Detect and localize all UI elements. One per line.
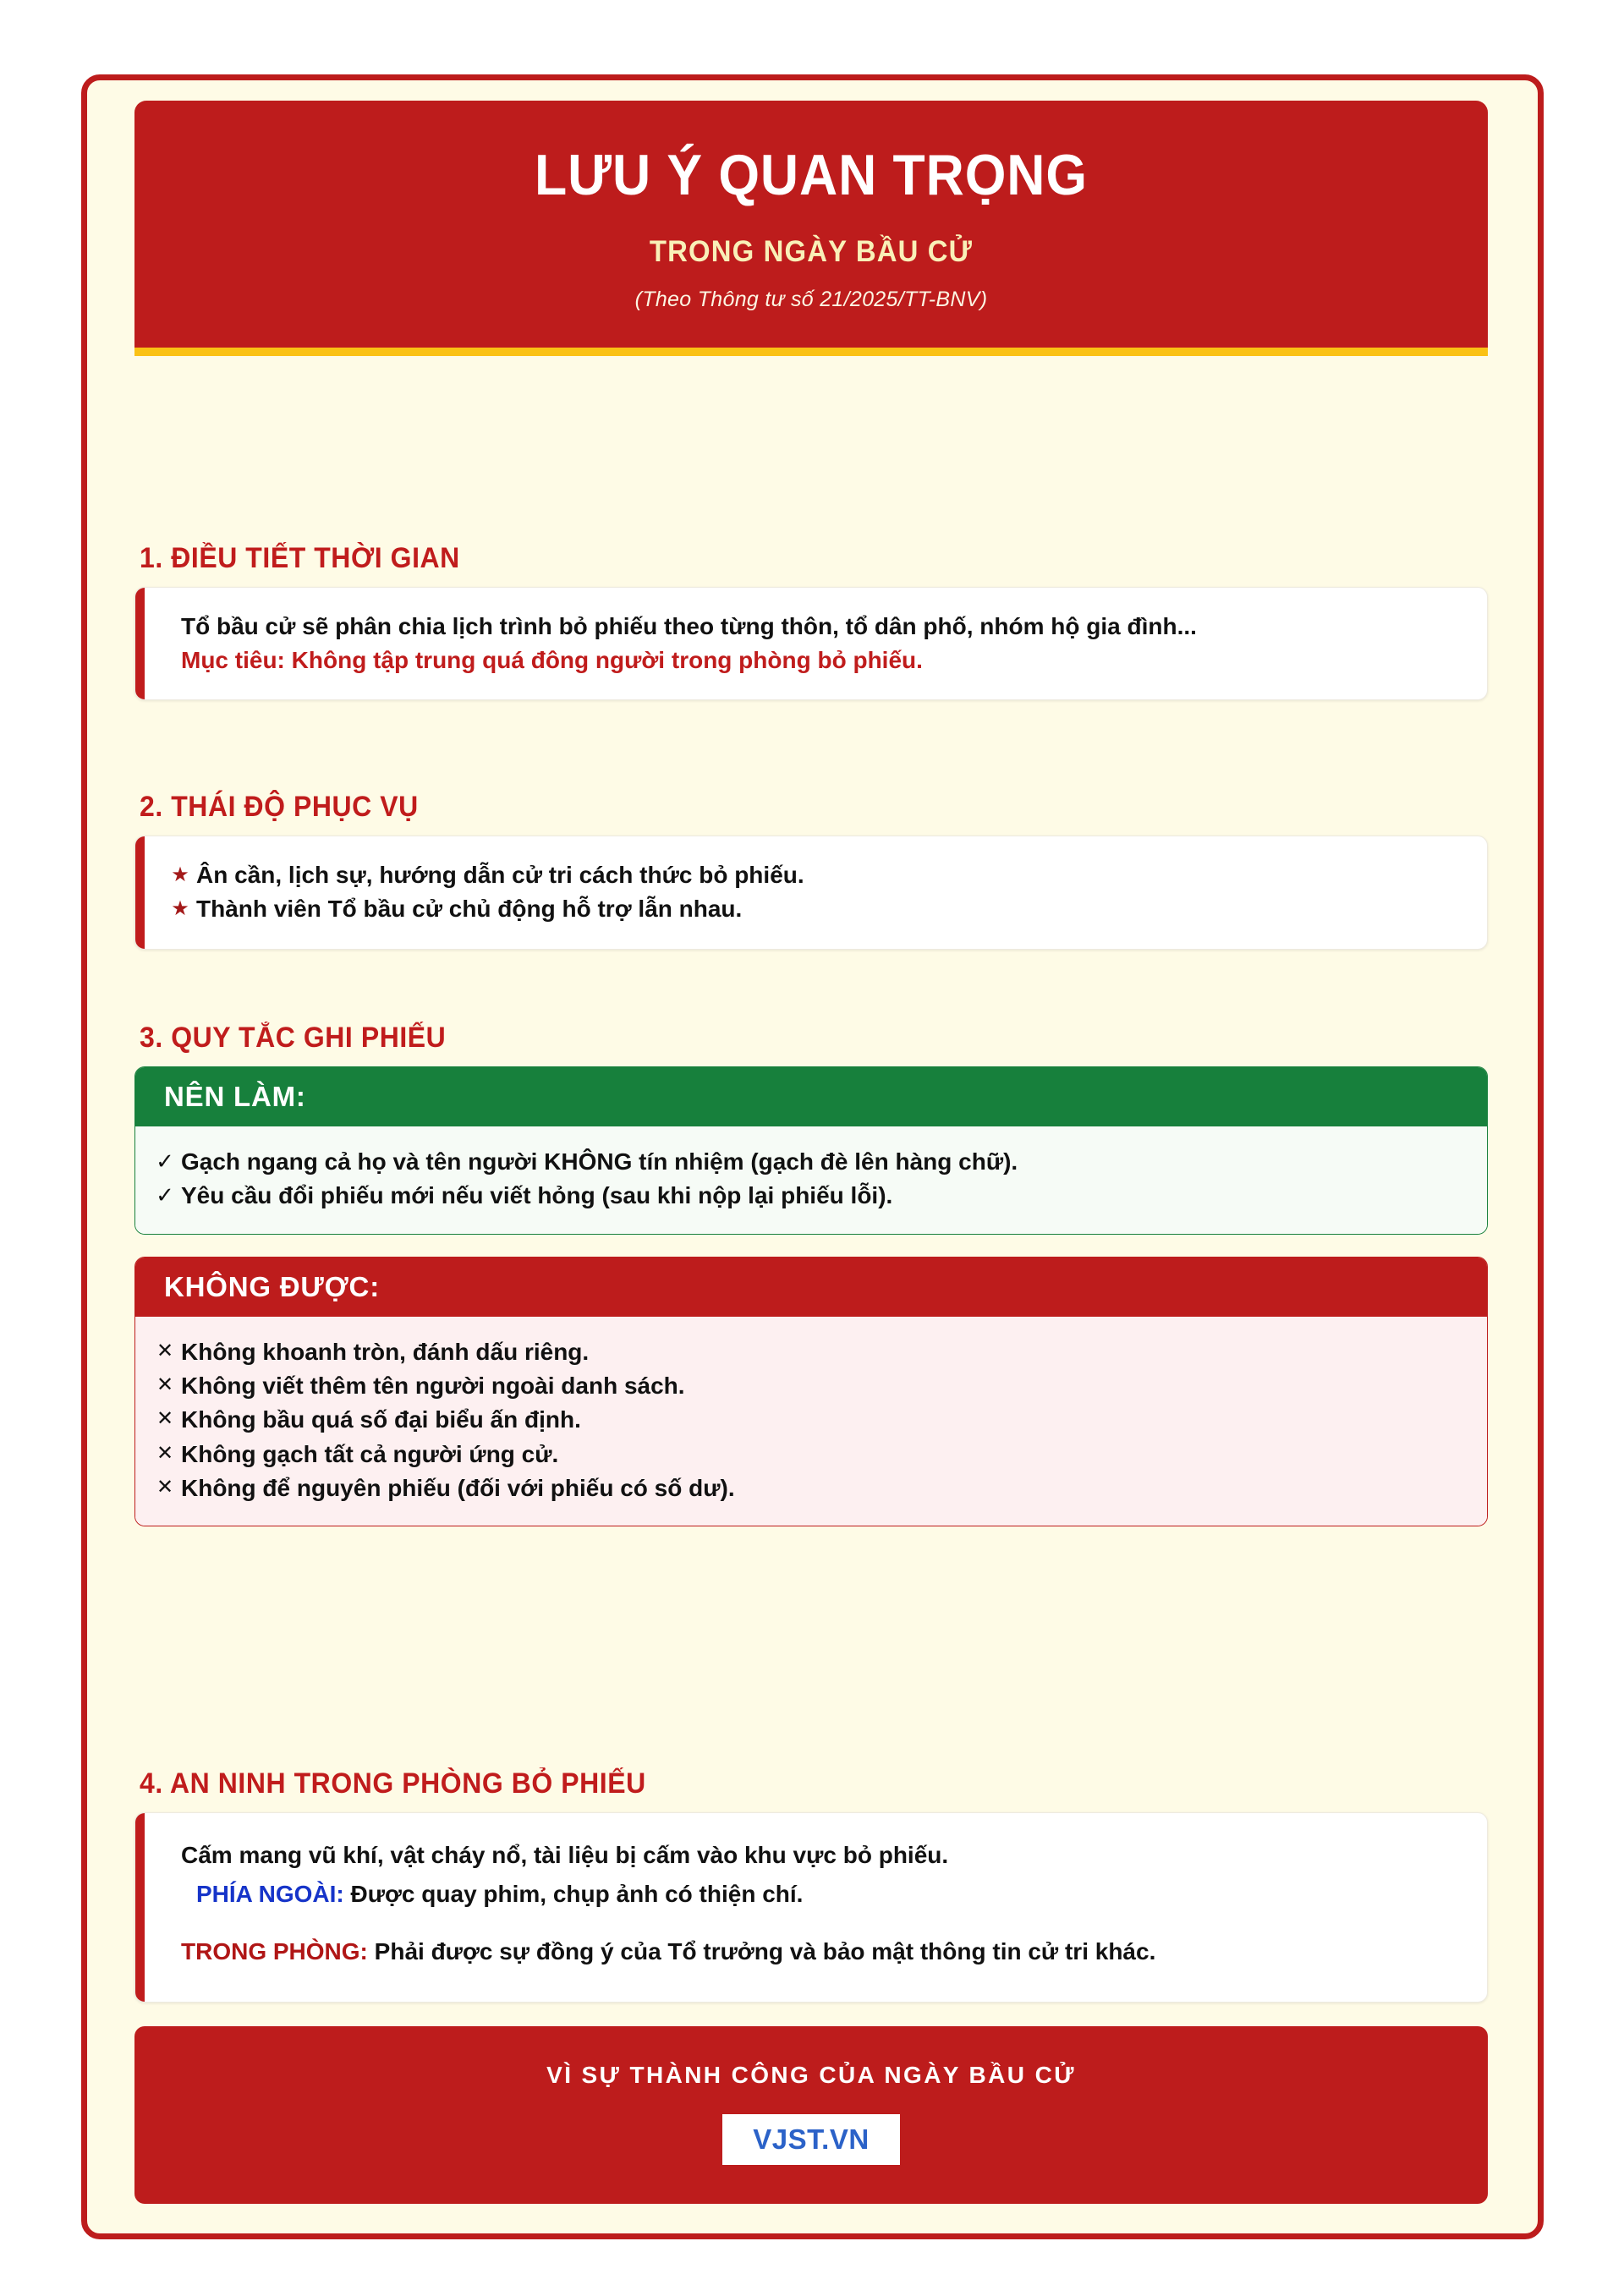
list-item-text: Không gạch tất cả người ứng cử.: [181, 1440, 559, 1467]
allowed-list: [149, 1145, 1462, 1214]
section-1-line-1: Tổ bầu cử sẽ phân chia lịch trình bỏ phiếu theo từng thôn, tổ dân phố, nhóm hộ gia đình...: [181, 613, 1197, 639]
header-subtitle: TRONG NGÀY BẦU CỬ: [649, 235, 974, 269]
list-item-text: Không bầu quá số đại biểu ấn định.: [181, 1406, 581, 1433]
section-2-card: [134, 836, 1488, 950]
security-outside-line: [181, 1877, 1458, 1911]
list-item: [149, 1369, 1462, 1403]
section-1-line-2: Mục tiêu: Không tập trung quá đông người trong phòng bỏ phiếu.: [181, 646, 923, 673]
inside-label: TRONG PHÒNG:: [181, 1937, 368, 1964]
section-1-card: [134, 587, 1488, 700]
list-item: [149, 1179, 1462, 1213]
forbidden-panel-body: [135, 1317, 1487, 1526]
gold-divider: [134, 348, 1488, 356]
cross-icon: ✕: [156, 1339, 174, 1362]
poster-header: [134, 101, 1488, 356]
header-banner: [134, 101, 1488, 348]
forbidden-panel: [134, 1257, 1488, 1527]
section-1-heading: 1. ĐIỀU TIẾT THỜI GIAN: [140, 542, 460, 574]
forbidden-panel-title: KHÔNG ĐƯỢC:: [135, 1258, 1487, 1317]
section-1: [134, 542, 1488, 700]
page-title: LƯU Ý QUAN TRỌNG: [535, 143, 1088, 207]
outside-label: PHÍA NGOÀI:: [196, 1880, 344, 1907]
security-intro: Cấm mang vũ khí, vật cháy nổ, tài liệu bị cấm vào khu vực bỏ phiếu.: [181, 1842, 949, 1868]
outside-text: Được quay phim, chụp ảnh có thiện chí.: [350, 1880, 804, 1907]
list-item: [149, 1471, 1462, 1505]
cross-icon: ✕: [156, 1407, 174, 1431]
allowed-panel-body: [135, 1126, 1487, 1234]
security-inside-line: [181, 1935, 1458, 1969]
poster-footer: [134, 2026, 1488, 2204]
list-item: [164, 858, 1458, 892]
section-4-heading: 4. AN NINH TRONG PHÒNG BỎ PHIẾU: [140, 1767, 646, 1800]
check-icon: ✓: [156, 1182, 174, 1208]
vjst-logo[interactable]: VJST.VN: [722, 2114, 899, 2165]
list-item: [149, 1403, 1462, 1437]
cross-icon: ✕: [156, 1441, 174, 1465]
star-icon: ★: [171, 897, 189, 921]
list-item-text: Thành viên Tổ bầu cử chủ động hỗ trợ lẫn nhau.: [196, 896, 743, 923]
list-item: [149, 1335, 1462, 1369]
forbidden-list: [149, 1335, 1462, 1506]
list-item: [149, 1145, 1462, 1179]
list-item-text: Không khoanh tròn, đánh dấu riêng.: [181, 1338, 590, 1365]
list-item-text: Không để nguyên phiếu (đối với phiếu có số dư).: [181, 1474, 735, 1501]
list-item: [149, 1438, 1462, 1471]
list-item: [164, 892, 1458, 926]
section-2: [134, 791, 1488, 950]
poster-container: [81, 74, 1544, 2239]
section-3: [134, 1022, 1488, 1526]
section-2-list: [164, 858, 1458, 927]
section-3-heading: 3. QUY TẮC GHI PHIẾU: [140, 1022, 447, 1054]
section-2-heading: 2. THÁI ĐỘ PHỤC VỤ: [140, 791, 419, 823]
star-icon: ★: [171, 863, 189, 886]
footer-slogan: VÌ SỰ THÀNH CÔNG CỦA NGÀY BẦU CỬ: [546, 2062, 1076, 2088]
list-item-text: Gạch ngang cả họ và tên người KHÔNG tín nhiệm (gạch đè lên hàng chữ).: [181, 1148, 1018, 1175]
check-icon: ✓: [156, 1148, 174, 1174]
allowed-panel-title: NÊN LÀM:: [135, 1067, 1487, 1126]
section-4-card: [134, 1812, 1488, 2003]
cross-icon: ✕: [156, 1373, 174, 1396]
section-4: [134, 1767, 1488, 2003]
header-reference: (Theo Thông tư số 21/2025/TT-BNV): [634, 288, 988, 312]
inside-text: Phải được sự đồng ý của Tổ trưởng và bảo mật thông tin cử tri khác.: [374, 1937, 1156, 1964]
cross-icon: ✕: [156, 1475, 174, 1499]
list-item-text: Yêu cầu đổi phiếu mới nếu viết hỏng (sau khi nộp lại phiếu lỗi).: [181, 1182, 893, 1209]
list-item-text: Ân cần, lịch sự, hướng dẫn cử tri cách thức bỏ phiếu.: [196, 862, 804, 888]
allowed-panel: [134, 1066, 1488, 1235]
list-item-text: Không viết thêm tên người ngoài danh sách.: [181, 1372, 685, 1399]
